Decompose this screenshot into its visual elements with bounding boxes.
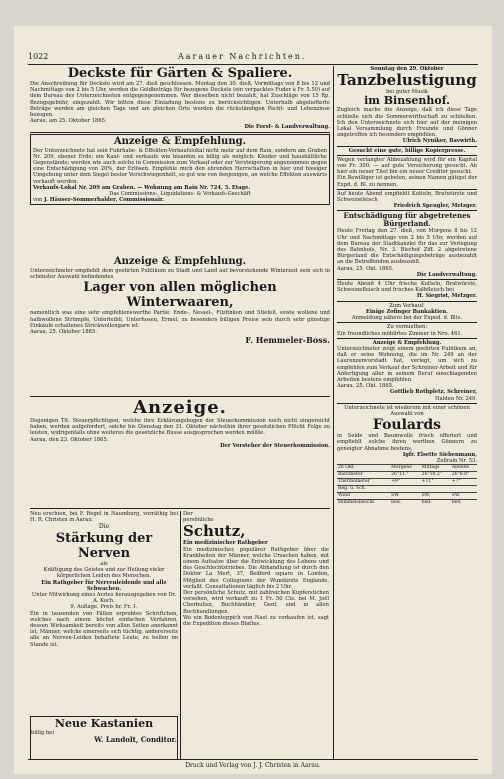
loan-body: Wegen verlangter Abbezahlung wird für ein Kapital von Fr. 300. — auf gute Versicherung gesucht. Ab hier ein neuer Titel bin ein neuer Creditor gesucht. xyxy=(337,156,477,176)
weather-cell: 26"8.8" xyxy=(451,472,477,479)
ad-haeuser-firm xyxy=(33,197,327,203)
ad-chestnuts-seller: W. Landolt, Conditor. xyxy=(94,735,177,745)
weather-cell: Reg. u. Sch. xyxy=(337,486,390,493)
press-wanted: Gesucht eine gute, billige Kopierpresse. xyxy=(348,147,466,154)
weather-row xyxy=(337,500,477,507)
right-column xyxy=(337,66,477,760)
weather-cell: bed. xyxy=(451,500,477,507)
ad-chestnuts-price: billig bei xyxy=(31,730,54,736)
divider xyxy=(337,279,477,280)
weather-cell: SW. xyxy=(421,493,451,500)
ad-schutz-title: Schutz, xyxy=(183,522,246,541)
ad-deckste-body: Die Anschreibung für Deckste wird am 27. dieß geschlossen. Montag den 30. dieß, Vormittags von 8 bis 12 und Nachmittags von 2 bis 5 Uhr, werden die Geldbeträge für bezogene Deckste (ein verpacktes Fuder à Fr. 5.50) auf dem Bureau des Unterzeichneten entgegengenommen. Wer dieselben nicht bezahlt, hat Zuschläge von 15 Rp. Bezugsgebühr, eingezahlt. Wir bitten diese Einladung bestens zu berücksichtigen. Unterhalb abgeliefterte Beträge werden am gleichen Tage und am gleichen Orte werden die rückständigen Pacht- und Lehenzinse bezogen. xyxy=(30,81,330,119)
weather-row xyxy=(337,479,477,486)
weather-cell: Thermometer xyxy=(337,479,390,486)
weather-cell: +7° xyxy=(451,479,477,486)
ad-haeuser-firm-name: J. Häuser-Sommerhalder, Commissionair. xyxy=(44,197,165,204)
ad-nerves-body: Ein in tausenden von Fällen erprobtes Schriftchen, welches nach einem höchst einfachen Verfahren, dessen Wirksamkeit bereits von allen Seiten anerkannt ist, Männer, welche einerseits sich tüchtig, andererseits alle an Nerven-Leiden behaftete Leute, zu heilen im Stande ist. xyxy=(30,610,178,648)
divider xyxy=(30,132,330,133)
weather-cell: bed. xyxy=(421,500,451,507)
divider xyxy=(337,301,477,302)
weather-cell xyxy=(390,486,421,493)
grant-sign: Die Landverwaltung. xyxy=(416,271,477,278)
dance-place: im Binsenhof. xyxy=(364,94,450,108)
divider xyxy=(337,155,477,156)
ad-winter-intro: Unterzeichneter empfiehlt dem geehrten Publikum zu Stadt und Land auf bevorstehende Winterzeit sein sich in schönster Auswahl befindendes xyxy=(30,268,330,281)
divider xyxy=(337,146,477,147)
dance-date: Sonntag den 29. Oktober xyxy=(370,66,444,72)
weather-cell xyxy=(421,486,451,493)
divider xyxy=(337,322,477,323)
craft-date: Aarau, 25. Okt. 1865. xyxy=(337,383,394,390)
divider xyxy=(30,396,330,397)
rent-body: Ein freundliches möblirtes Zimmer in Nro. 461. xyxy=(337,330,463,337)
weather-cell: SW. xyxy=(451,493,477,500)
left-winter-section xyxy=(30,256,330,380)
craft-title: Anzeige & Empfehlung. xyxy=(372,339,442,346)
divider xyxy=(30,508,330,509)
imprint: Druck und Verlag von J. J. Christen in Aarau. xyxy=(185,762,321,769)
ad-chestnuts xyxy=(30,716,178,760)
ad-chestnuts-title: Neue Kastanien xyxy=(54,717,154,730)
rent-title: Zu vermiethen: xyxy=(386,324,428,331)
sale-title: Zum Verkauf: xyxy=(389,302,425,309)
butcher1-sign: Friedrich Spengler, Metzger. xyxy=(393,203,477,210)
ad-nerves-guide: Ein Rathgeber für Nervenleidende und alle Schwachen. xyxy=(41,579,167,592)
ad-deckste-title: Deckste für Gärten & Spaliere. xyxy=(67,66,293,81)
weather-cell xyxy=(451,486,477,493)
loan-note: Ein Bewilliger ist gebeten, seinen Namen gütigst der Expd. d. Bl. zu nennen. xyxy=(337,175,477,188)
craft-addr: Halden Nr. 249. xyxy=(435,395,477,402)
weather-cell: SW. xyxy=(390,493,421,500)
weather-cell: Barometer xyxy=(337,472,390,479)
dance-body: Zugleich mache die Anzeige, daß ich diese Tage schließe sich die Sommerwirthschaft zu schließen. Ich den Unterzeichnete sich hier auf der meinigen Lokal Versammlung durch Freunde und Gönner angetroffen ich besonders empfehlen. xyxy=(337,107,477,139)
newspaper-title: Aarauer Nachrichten. xyxy=(178,52,307,61)
craft-body: Unterzeichneter zeigt einem geehrten Publikum an, daß er seine Wohnung, die im Nr. 249 an der Laurenzenvorstadt hat, verlegt, um sich zu empfehlen zum Verkauf der Schreiner-Arbeit und für Anfertigung aller in seinem Beruf einschlagenden Arbeiten bestens empfohlen. xyxy=(337,345,477,383)
foulards-body: in Seide und Baumwolle frisch offeriert und empfiehlt solche ihren werthen Gönnern zu geneigter Abnahme bestens. xyxy=(337,433,477,452)
ad-nerves xyxy=(30,511,178,716)
ad-schutz-order: Der persönliche Schutz, mit zahlreichen Kupferstichen versehen, wird verkauft zu 1 Fr. 50 Cts. bei M. Joël Cherbuliez, Buchhändler, Genf, und in allen Buchhandlungen. xyxy=(183,590,329,615)
craft-sign: Gottlieb Rothpletz, Schreiner, xyxy=(389,389,477,396)
ad-nerves-edition: 9. Auflage. Preis br. Fr. 1. xyxy=(70,604,138,611)
weather-cell: Wind xyxy=(337,493,390,500)
ad-nerves-sub: Kräftigung des Geistes und zur Heilung vieler körperlichen Leiden des Menschen. xyxy=(43,567,165,580)
grant-body: Heute Freitag den 27. dieß, von Morgens 8 bis 12 Uhr und Nachmittags von 2 bis 5 Uhr, werden auf dem Bureau der Stadtkanzlei für das zur Verlegung des Bahnhofs, Nr. 3. Bischof Ziff. 2 abgetretene Bürgerland die Entschädigungsbeträge ausbezahlt an die Betreffenden ausbezahlt. xyxy=(337,228,477,266)
left-tax-section xyxy=(30,398,330,506)
weather-table xyxy=(337,464,477,506)
left-top-section xyxy=(30,66,330,256)
sale-note: Anmeldung nähere bei der Exped. d. Blts. xyxy=(351,315,463,322)
column-rule xyxy=(333,66,334,760)
weather-col: Mittags xyxy=(421,465,451,472)
ad-nerves-author: Unter Mitwirkung eines Arztes herausgegeben von Dr. A. Koch. xyxy=(31,591,177,605)
divider xyxy=(337,210,477,211)
ad-deckste-sign: Die Forst- & Landverwaltung. xyxy=(244,124,330,131)
weather-row xyxy=(337,472,477,479)
weather-cell: +9° xyxy=(390,479,421,486)
ad-nerves-the: Die xyxy=(98,523,110,531)
ad-schutz-note: Wo ein Bodenteppich von Nast zu verkaufen ist, sagt die Expedition dieses Blattes. xyxy=(183,614,329,628)
dance-sign: Ulrich Nyniker, Bavwirth. xyxy=(402,138,477,145)
butcher2-body: Heute Abend 4 Uhr frische Kutteln, Bratwürste, Schweinefleisch und frisches Kalbfleisch bei xyxy=(337,281,477,294)
ad-schutz-der: Der xyxy=(183,511,193,517)
weather-cell: 26"11." xyxy=(390,472,421,479)
footer-rule xyxy=(28,759,478,760)
page-header xyxy=(28,52,478,64)
ad-deckste-date: Aarau, am 25. Oktober 1865. xyxy=(30,118,107,125)
ad-winter-date: Aarau, 25. Oktober 1865. xyxy=(30,329,97,336)
ad-schutz-personal: persönliche xyxy=(183,517,214,524)
ad-winter-headline: Lager von allen möglichen Winterwaaren, xyxy=(83,280,277,311)
column-rule xyxy=(180,511,181,759)
weather-cell: 26"10.2" xyxy=(421,472,451,479)
dance-sub: bei guter Musik xyxy=(386,89,428,96)
ad-tax-sign: Der Vorsteher der Steuerkommission. xyxy=(220,442,330,449)
foulards-sign: Igfr. Elsette Siebenmann, xyxy=(402,451,477,458)
sale-body: Einige Zofinger Bankaktien. xyxy=(366,308,448,315)
divider xyxy=(337,403,477,404)
ad-schutz xyxy=(183,511,329,759)
divider xyxy=(337,338,477,339)
weather-row xyxy=(337,486,477,493)
header-rule xyxy=(28,64,478,65)
ad-schutz-sub: Ein medizinischer Rathgeber xyxy=(183,540,268,547)
ad-tax-date: Aarau, den 23. Oktober 1865. xyxy=(30,436,109,443)
divider xyxy=(337,189,477,190)
foulards-addr: Zollrain Nr. 53. xyxy=(436,457,477,464)
ad-tax-title: Anzeige. xyxy=(133,398,227,418)
ad-winter-sign: F. Hemmeler-Boss. xyxy=(245,335,330,346)
butcher2-sign: H. Siegrist, Metzger. xyxy=(416,293,477,300)
foulards-lead: Unterzeichnete ist wiederum mit einer schönen Auswahl von xyxy=(344,404,470,417)
weather-cell: bed. xyxy=(390,500,421,507)
weather-header-row xyxy=(337,465,477,472)
ad-haeuser-firm-prefix: Das Commissions-, Liquidations- & Verkaufs-Geschäft xyxy=(109,191,251,198)
ad-haeuser-firm-von: von xyxy=(33,197,43,204)
ad-haeuser-box xyxy=(30,134,330,206)
page-number: 1022 xyxy=(28,52,49,61)
ad-schutz-body: Ein medizinischer, populärer Rathgeber über die Krankheiten der Männer, welche Ursachen haben, mit einem Aufsatze über die Entwicklung des Lebens und des Geschlechtstriebes. Die Abhandlung ist durch den Doktor La Mert, 37, Bedford square in London, Mitglied des Collegiums der Wundärzte Englands, verfaßt. Consultationen täglich bis 2 Uhr. xyxy=(183,546,329,590)
weather-row xyxy=(337,493,477,500)
weather-cell: Himmelsbeschf. xyxy=(337,500,390,507)
ad-nerves-title: Stärkung der Nerven xyxy=(55,530,153,561)
ad-nerves-als: als xyxy=(100,560,108,567)
butcher1-body: Auf heute Abend empfiehlt Kutteln, Bratwürste und Schweineleisch xyxy=(337,190,477,204)
weather-cell: +11° xyxy=(421,479,451,486)
weather-col: 26 Okt. xyxy=(337,465,390,472)
weather-col: Abends xyxy=(451,465,477,472)
ad-haeuser-title: Anzeige & Empfehlung. xyxy=(113,135,247,147)
ad-winter-title: Anzeige & Empfehlung. xyxy=(113,256,247,267)
ad-tax-body: Diejenigen Tit. Steuerpflichtigen, welche ihre Erklärungsbogen der Steuerkommission noch nicht eingereicht haben, werden aufgefordert, solche bis Dienstag den 31. Oktober nächsthin ihrer gesetzlichen Pflicht Folge zu leisten, widrigenfalls ohne weiteres die gesetzliche Busse ausgesprochen werden müßte. xyxy=(30,418,330,437)
weather-col: Morgens xyxy=(390,465,421,472)
ad-nerves-lead: Neu erschien, bei F. Regel in Naumburg, vorräthig bei H. R. Christen in Aarau: xyxy=(30,511,178,524)
grant-title: Entschädigung für abgetretenes Bürgerland. xyxy=(343,211,471,229)
ad-winter-body: namentlich was eine sehr empfehlenswerthe Partie: Ende-, Nessel-, Filzfinken und Stiefeli, sowie wollene und halbwollene Strümpfe, Unterleibli, Unterhosen, Ermel, zu besonders billigen Preise sein durch sehr günstige Einkäufe erhaltenes Strickwollengarn ist. xyxy=(30,310,330,329)
dance-title: Tanzbelustigung xyxy=(337,71,477,90)
grant-date: Aarau, 25. Okt. 1865. xyxy=(337,265,394,272)
foulards-title: Foulards xyxy=(372,417,442,434)
ad-haeuser-body: Der Unterzeichnete hat sein Fuhrhabe- & Effekten-Verkaufslokal nicht mehr auf dem Rain, sondern am Graben Nr. 209, ebener Erde; ein Kauf- und verkaufe wie bisanhin so billig als möglich: Kleider und haushältliche Gegenstände; werden wie auch solche in Commission zum Verkauf oder zur Versteigerung angenommen gegen eine Entschädigung von 20%, der Erlösen. Empfehle mich den ehrenden Herrschaften in hier und hiesiger Umgebung unter dem Siegel bester Verschwiegenheit, so gut wie von denjenigen, an welche Effekten auswärts verkauft werden. xyxy=(33,147,328,185)
ad-haeuser-location: Verkaufs-Lokal Nr. 209 am Graben. — Wohnung am Rain Nr. 724, 3. Etage. xyxy=(33,184,251,191)
